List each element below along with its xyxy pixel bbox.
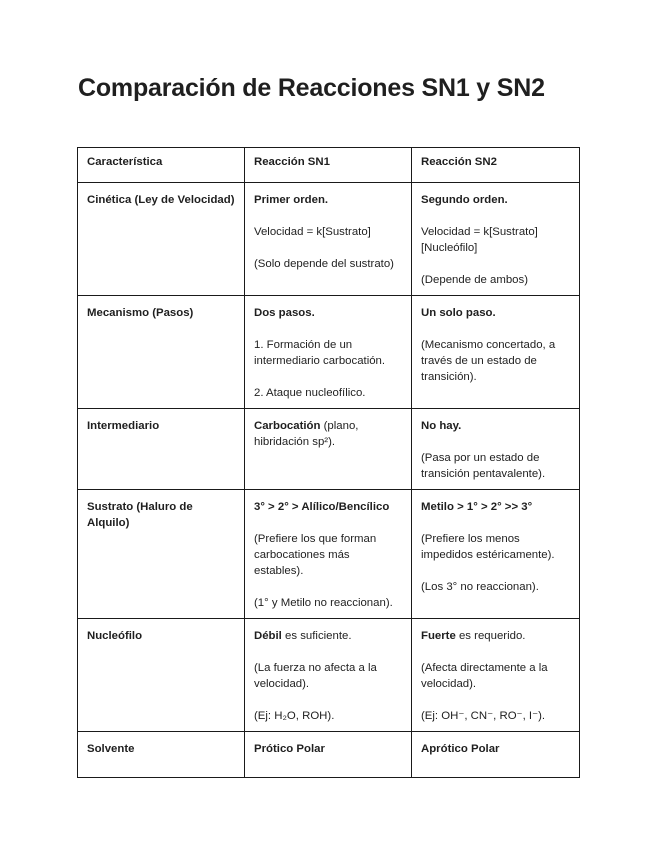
sn1-cell [245,296,412,409]
sn1-rest: (plano, hibridación sp²). [254,420,359,448]
sn1-cell [245,619,412,732]
sn2-note: (Afecta directamente a la velocidad). [421,662,548,690]
table-row [78,296,580,409]
sn2-rest: es requerido. [455,630,526,642]
table-row [78,732,580,778]
sn1-step: 1. Formación de un intermediario carbocatión. [254,339,386,367]
sn1-rate: Velocidad = k[Sustrato] [254,226,371,238]
sn1-note: (La fuerza no afecta a la velocidad). [254,662,377,690]
sn1-cell [245,409,412,490]
sn1-note: (Ej: H₂O, ROH). [254,710,335,722]
sn1-cell [245,183,412,296]
page-title: Comparación de Reacciones SN1 y SN2 [78,74,545,102]
sn2-bold: Segundo orden. [421,194,508,206]
sn2-note: (Los 3° no reaccionan). [421,581,539,593]
feature-cell: Mecanismo (Pasos) [78,296,245,409]
header-sn1: Reacción SN1 [245,148,412,183]
sn1-bold: Prótico Polar [254,743,325,755]
sn1-bold: 3° > 2° > Alílico/Bencílico [254,501,390,513]
table-row [78,490,580,619]
table-row [78,619,580,732]
feature-cell: Solvente [78,732,245,778]
feature-cell: Intermediario [78,409,245,490]
table-row [78,409,580,490]
table-row [78,183,580,296]
sn2-cell [412,409,580,490]
sn2-note: (Depende de ambos) [421,274,529,286]
sn1-note: (1° y Metilo no reaccionan). [254,597,393,609]
sn1-note: (Prefiere los que forman carbocationes más estables). [254,533,377,577]
sn1-bold: Primer orden. [254,194,329,206]
sn1-cell [245,732,412,778]
header-sn2: Reacción SN2 [412,148,580,183]
feature-cell: Nucleófilo [78,619,245,732]
sn2-bold: Aprótico Polar [421,743,500,755]
sn2-bold: Un solo paso. [421,307,496,319]
comparison-table [77,147,580,778]
sn2-rate: Velocidad = k[Sustrato][Nucleófilo] [421,226,538,254]
sn1-cell [245,490,412,619]
sn2-cell [412,619,580,732]
sn2-cell [412,183,580,296]
sn2-note: (Mecanismo concertado, a través de un estado de transición). [421,339,556,383]
sn2-bold: Fuerte [421,630,456,642]
feature-cell: Cinética (Ley de Velocidad) [78,183,245,296]
sn2-note: (Prefiere los menos impedidos estéricamente). [421,533,555,561]
sn1-bold: Carbocatión [254,420,321,432]
sn2-cell [412,732,580,778]
sn1-note: (Solo depende del sustrato) [254,258,394,270]
table-header-row [78,148,580,183]
sn2-cell [412,490,580,619]
feature-cell: Sustrato (Haluro de Alquilo) [78,490,245,619]
sn1-bold: Dos pasos. [254,307,315,319]
sn2-bold: No hay. [421,420,462,432]
sn1-bold: Débil [254,630,282,642]
sn1-step: 2. Ataque nucleofílico. [254,387,366,399]
header-feature: Característica [78,148,245,183]
sn2-note: (Pasa por un estado de transición pentavalente). [421,452,546,480]
sn2-cell [412,296,580,409]
sn2-bold: Metilo > 1° > 2° >> 3° [421,501,533,513]
sn2-note: (Ej: OH⁻, CN⁻, RO⁻, I⁻). [421,710,546,722]
sn1-rest: es suficiente. [281,630,352,642]
